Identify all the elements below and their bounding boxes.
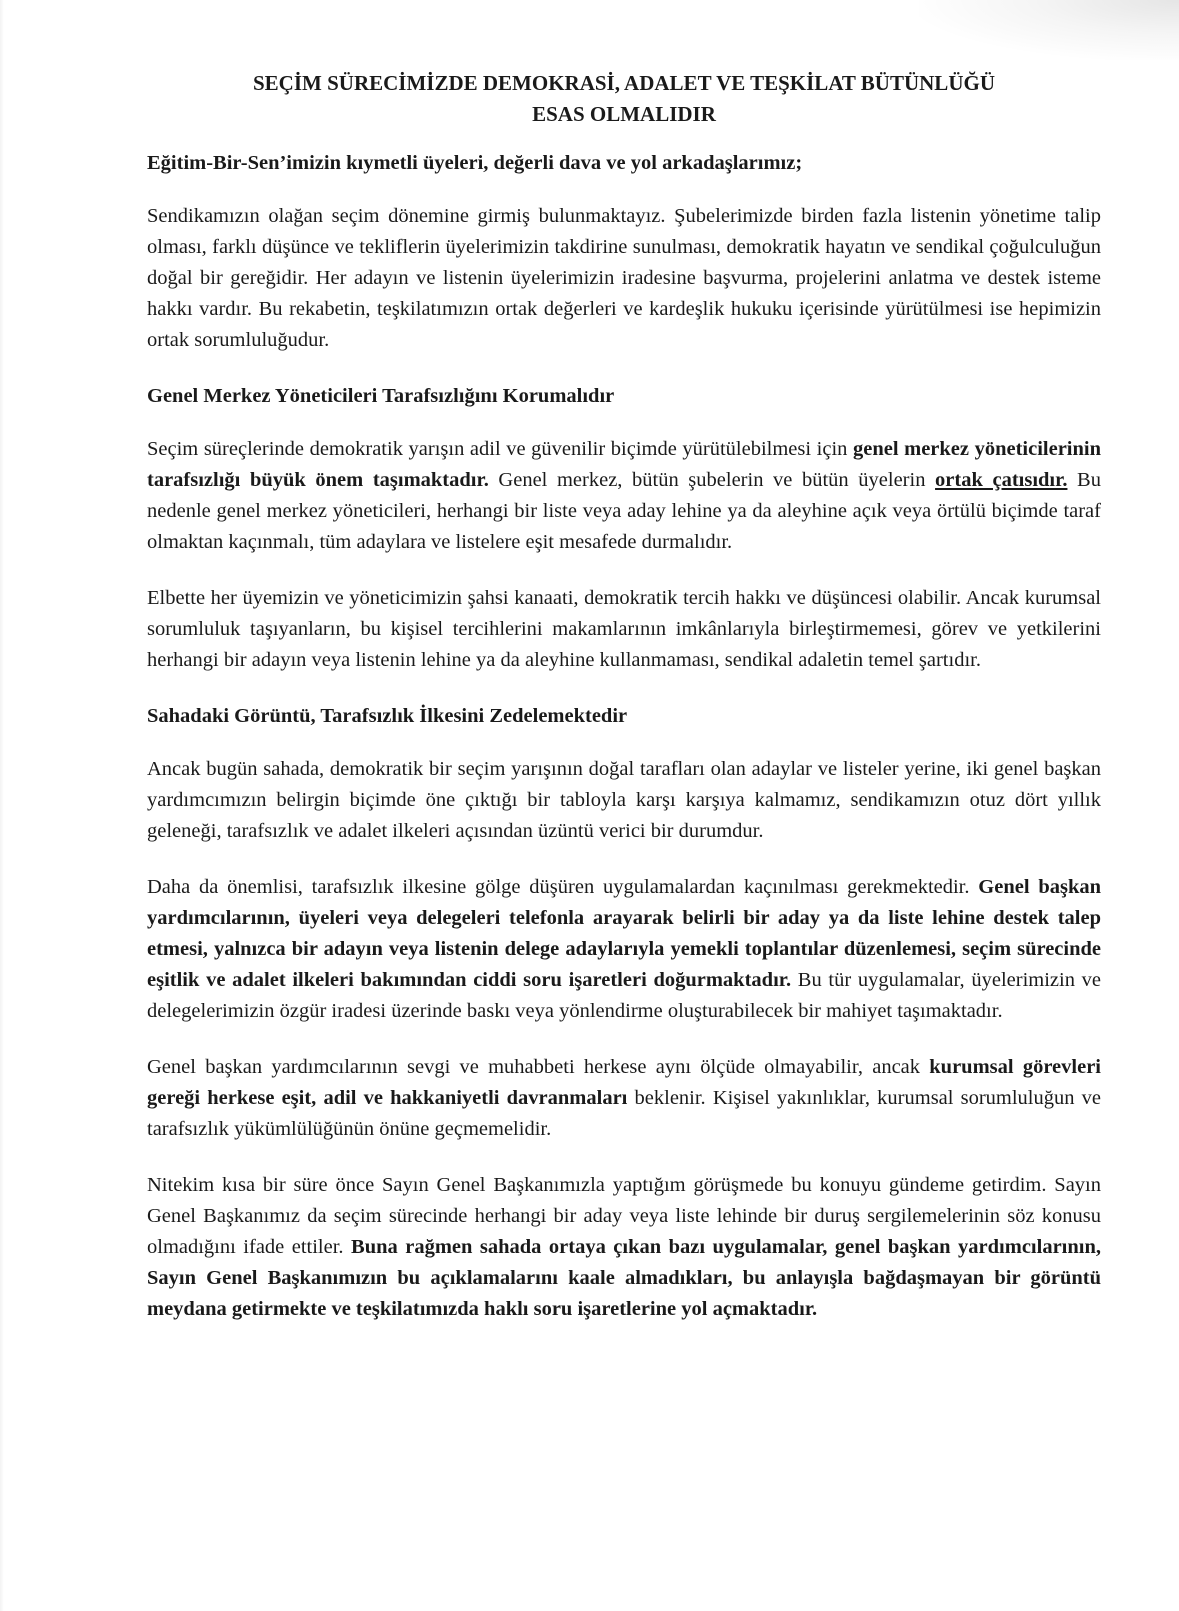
document-title	[147, 68, 1101, 130]
document-title-line-2: ESAS OLMALIDIR	[532, 102, 716, 126]
paragraph-emphasis: Genel başkan yardımcılarının, üyeleri veya delegeleri telefonla arayarak belirli bir aday ya da liste lehine destek talep etmesi, yalnızca bir adayın veya listenin delege adaylarıyla yemekli toplantılar düzenlemesi, seçim sürecinde eşitlik ve adalet ilkeleri bakımından ciddi soru işaretleri doğurmaktadır.	[147, 876, 1102, 991]
paragraph-emphasis: Buna rağmen sahada ortaya çıkan bazı uygulamalar, genel başkan yardımcılarının, Sayın Genel Başkanımızın bu açıklamalarını kaale almadıkları, bu anlayışla bağdaşmayan bir görüntü meydana getirmekte ve teşkilatımızda haklı soru işaretlerine yol açmaktadır.	[147, 1236, 1101, 1320]
paragraph-field-view: Ancak bugün sahada, demokratik bir seçim yarışının doğal tarafları olan adaylar ve listeler yerine, iki genel başkan yardımcımızın belirgin biçimde öne çıktığı bir tabloyla karşı karşıya kalmamız, sendikamızın otuz dört yıllık geleneği, tarafsızlık ve adalet ilkeleri açısından üzüntü verici bir durumdur.	[147, 758, 1101, 842]
section-heading-neutrality: Genel Merkez Yöneticileri Tarafsızlığını Korumalıdır	[147, 385, 615, 407]
section-heading-field-view: Sahadaki Görüntü, Tarafsızlık İlkesini Zedelemektedir	[147, 705, 628, 727]
paragraph-text: Nitekim kısa bir süre önce Sayın Genel Başkanımızla yaptığım görüşmede bu konuyu gündeme getirdim. Sayın Genel Başkanımız da seçim sürecinde herhangi bir aday veya liste lehinde bir duruş sergilemelerinin söz konusu olmadığını ifade ettiler.	[147, 1174, 1101, 1258]
document-title-line-1: SEÇİM SÜRECİMİZDE DEMOKRASİ, ADALET VE TEŞKİLAT BÜTÜNLÜĞÜ	[253, 71, 995, 95]
paragraph-personal-opinion: Elbette her üyemizin ve yöneticimizin şahsi kanaati, demokratik tercih hakkı ve düşüncesi olabilir. Ancak kurumsal sorumluluk taşıyanların, bu kişisel tercihlerini makamlarının imkânlarıyla birleştirmemesi, görev ve yetkilerini herhangi bir adayın veya listenin lehine ya da aleyhine kullanmaması, sendikal adaletin temel şartıdır.	[147, 587, 1101, 671]
paragraph-meeting	[147, 1170, 1101, 1325]
paragraph-neutrality	[147, 434, 1101, 558]
paragraph-emphasis: kurumsal görevleri gereği herkese eşit, adil ve hakkaniyetli davranmaları	[147, 1056, 1101, 1109]
paragraph-text: Bu nedenle genel merkez yöneticileri, herhangi bir liste veya aday lehine ya da aleyhine açık veya örtülü biçimde taraf olmaktan kaçınmalı, tüm adaylara ve listelere eşit mesafede durmalıdır.	[147, 469, 1101, 553]
paragraph-text: Bu tür uygulamalar, üyelerimizin ve delegelerimizin özgür iradesi üzerinde baskı veya yönlendirme oluşturabilecek bir mahiyet taşımaktadır.	[147, 969, 1101, 1022]
paragraph-text: Daha da önemlisi, tarafsızlık ilkesine gölge düşüren uygulamalardan kaçınılması gerekmektedir.	[147, 876, 979, 898]
paragraph-text: Genel başkan yardımcılarının sevgi ve muhabbeti herkese aynı ölçüde olmayabilir, ancak	[147, 1056, 930, 1078]
paragraph-fairness	[147, 1052, 1101, 1145]
paragraph-emphasis: genel merkez yöneticilerinin tarafsızlığı büyük önem taşımaktadır.	[147, 438, 1101, 491]
paragraph-text: beklenir. Kişisel yakınlıklar, kurumsal sorumluluğun ve tarafsızlık yükümlülüğünün önüne geçmemelidir.	[147, 1087, 1101, 1140]
salutation: Eğitim-Bir-Sen’imizin kıymetli üyeleri, değerli dava ve yol arkadaşlarımız;	[147, 152, 803, 174]
paragraph-text: Genel merkez, bütün şubelerin ve bütün üyelerin	[488, 469, 936, 491]
paragraph-intro: Sendikamızın olağan seçim dönemine girmiş bulunmaktayız. Şubelerimizde birden fazla listenin yönetime talip olması, farklı düşünce ve tekliflerin üyelerimizin takdirine sunulması, demokratik hayatın ve sendikal çoğulculuğun doğal bir gereğidir. Her adayın ve listenin üyelerimizin iradesine başvurma, projelerini anlatma ve destek isteme hakkı vardır. Bu rekabetin, teşkilatımızın ortak değerleri ve kardeşlik hukuku içerisinde yürütülmesi ise hepimizin ortak sorumluluğudur.	[147, 205, 1101, 351]
page-edge-shadow	[0, 0, 4, 1611]
paragraph-text: Seçim süreçlerinde demokratik yarışın adil ve güvenilir biçimde yürütülebilmesi için	[147, 438, 853, 460]
page-corner-shadow	[919, 0, 1179, 60]
paragraph-underlined-emphasis: ortak çatısıdır.	[935, 469, 1068, 491]
paragraph-practices	[147, 872, 1101, 1027]
document-page	[147, 68, 1101, 1350]
